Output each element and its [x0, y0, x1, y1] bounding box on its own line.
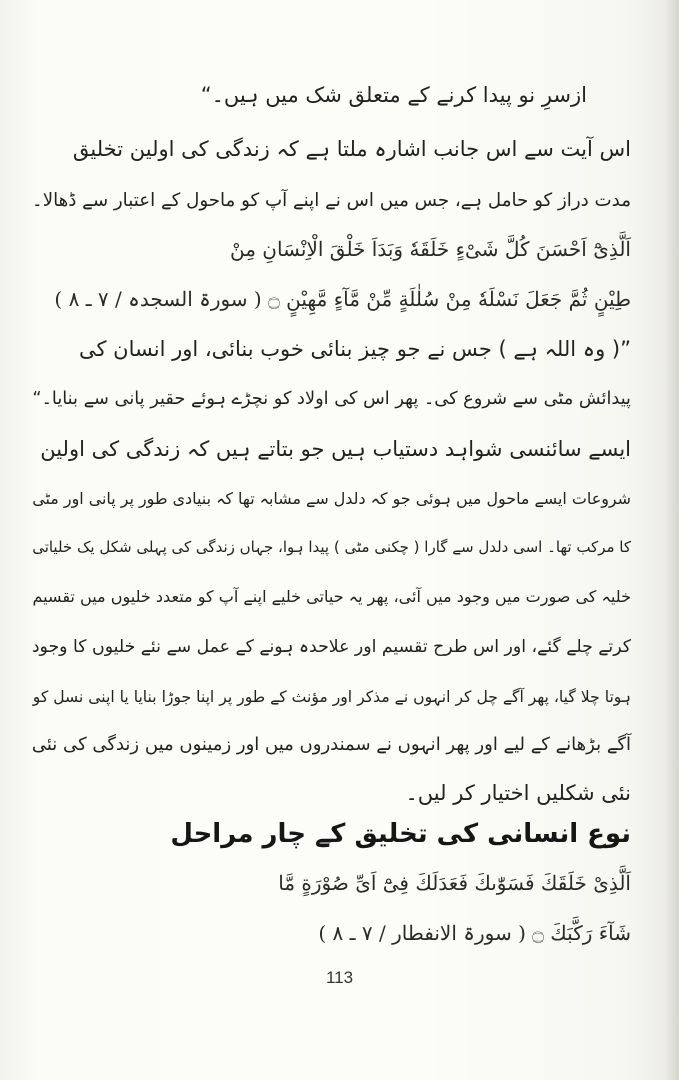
quran-line-2: طِیْنٍ ثُمَّ جَعَلَ نَسْلَهٗ مِنْ سُلٰلَةٍ مِّنْ مَّآءٍ مَّهِیْنٍ ۝ ( سورۃ السجدہ / ۷ ـ ۸ ): [54, 287, 631, 311]
text-line-12: کرتے چلے گئے، اور اس طرح تقسیم اور علاحدہ ہونے کے عمل سے نئے خلیوں کا وجود: [31, 637, 631, 657]
text-line-2: اس آیت سے اس جانب اشارہ ملتا ہے کہ زندگی کی اولین تخلیق: [72, 137, 631, 161]
page-edge-shadow: [665, 0, 679, 1080]
page-number: 113: [325, 968, 354, 987]
text-line-8: ایسے سائنسی شواہد دستیاب ہیں جو بتاتے ہیں کہ زندگی کی اولین: [40, 437, 631, 461]
quran-line-1: اَلَّذِیْٓ اَحْسَنَ كُلَّ شَیْءٍ خَلَقَهٗ وَبَدَاَ خَلْقَ الْاِنْسَانِ مِنْ: [229, 237, 631, 261]
text-line-10: کا مرکب تھا۔ اسی دلدل سے گارا ( چکنی مٹی ) پیدا ہوا، جہاں زندگی کی پہلی شکل یک خلیاتی: [32, 538, 631, 556]
verse-line-2: شَآءَ رَكَّبَكَ ۝ ( سورۃ الانفطار / ۷ ـ ۸ ): [318, 921, 631, 945]
text-line-7: پیدائش مٹی سے شروع کی۔ پھر اس کی اولاد کو نچڑے ہوئے حقیر پانی سے بنایا۔“: [32, 389, 631, 409]
text-line-1: ازسرِ نو پیدا کرنے کے متعلق شک میں ہیں۔“: [200, 83, 587, 107]
verse-line-1: اَلَّذِیْ خَلَقَكَ فَسَوّٰىكَ فَعَدَلَكَ فِیْٓ اَیِّ صُوْرَةٍ مَّا: [278, 871, 631, 895]
text-line-14: آگے بڑھانے کے لیے اور پھر انہوں نے سمندروں میں اور زمینوں میں زندگی کی نئی: [31, 734, 631, 755]
text-line-9: شروعات ایسے ماحول میں ہوئی جو کہ دلدل سے مشابہ تھا کہ بنیادی طور پر پانی اور مٹی: [32, 489, 631, 508]
text-line-3: مدت دراز کو حامل ہے، جس میں اس نے اپنے آپ کو ماحول کے اعتبار سے ڈھالا۔: [32, 190, 631, 211]
text-line-13: ہوتا چلا گیا، پھر آگے چل کر انہوں نے مذکر اور مؤنث کے طور پر اپنا جوڑا بنایا یا اپنی نسل کو: [32, 688, 631, 706]
text-line-15: نئی شکلیں اختیار کر لیں۔: [405, 781, 631, 805]
text-line-11: خلیہ کی صورت میں وجود میں آئی، پھر یہ حیاتی خلیے اپنے آپ کو متعدد خلیوں میں تقسیم: [32, 587, 631, 606]
section-heading: نوع انسانی کی تخلیق کے چار مراحل: [170, 819, 631, 849]
text-line-6: ”( وہ اللہ ہے ) جس نے جو چیز بنائی خوب بنائی، اور انسان کی: [79, 337, 631, 361]
